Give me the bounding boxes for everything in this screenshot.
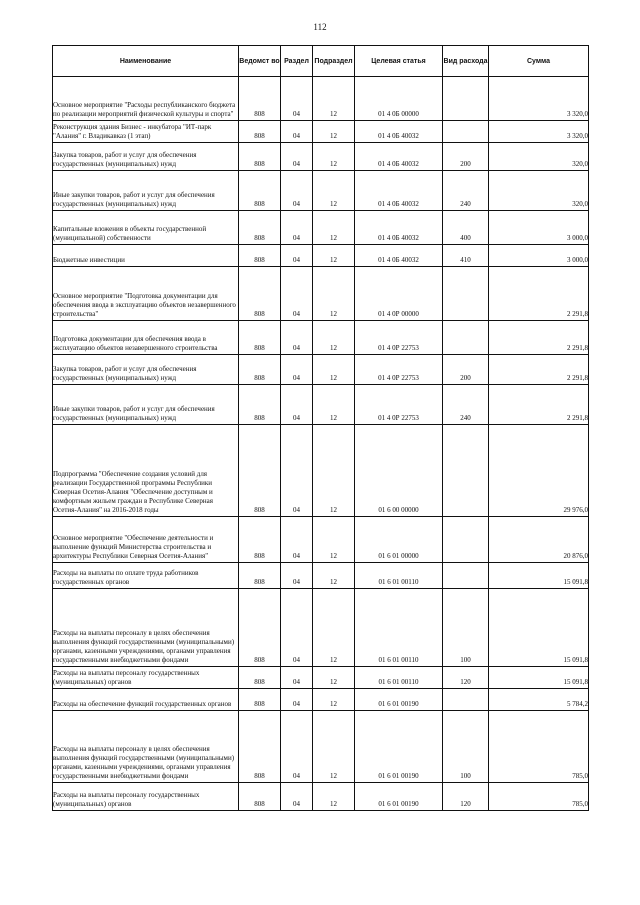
table-row — [53, 121, 589, 143]
cell-vid — [443, 517, 489, 563]
table-row — [53, 385, 589, 425]
cell-name: Реконструкция здания Бизнес - инкубатора "ИТ-парк "Алания" г. Владикавказ (1 этап) — [53, 121, 239, 143]
cell-name: Расходы на выплаты по оплате труда работников государственных органов — [53, 563, 239, 589]
cell-vedomstvo: 808 — [239, 121, 281, 143]
cell-statya: 01 4 0Б 40032 — [355, 245, 443, 267]
cell-podrazdel: 12 — [313, 321, 355, 355]
cell-razdel: 04 — [281, 267, 313, 321]
cell-statya: 01 6 01 00000 — [355, 517, 443, 563]
col-header-podrazdel: Подраздел — [313, 46, 355, 77]
cell-name: Иные закупки товаров, работ и услуг для обеспечения государственных (муниципальных) нужд — [53, 385, 239, 425]
budget-table — [52, 45, 589, 811]
cell-podrazdel: 12 — [313, 77, 355, 121]
table-row — [53, 267, 589, 321]
cell-podrazdel: 12 — [313, 245, 355, 267]
cell-summa: 2 291,8 — [489, 355, 589, 385]
cell-vedomstvo: 808 — [239, 689, 281, 711]
cell-statya: 01 6 01 00190 — [355, 783, 443, 811]
table-row — [53, 589, 589, 667]
cell-summa: 3 320,0 — [489, 77, 589, 121]
cell-razdel: 04 — [281, 321, 313, 355]
cell-name: Расходы на выплаты персоналу государственных (муниципальных) органов — [53, 783, 239, 811]
cell-podrazdel: 12 — [313, 711, 355, 783]
cell-summa: 3 000,0 — [489, 211, 589, 245]
cell-statya: 01 4 0Б 00000 — [355, 77, 443, 121]
cell-summa: 3 000,0 — [489, 245, 589, 267]
cell-podrazdel: 12 — [313, 385, 355, 425]
cell-razdel: 04 — [281, 589, 313, 667]
cell-vid — [443, 689, 489, 711]
cell-podrazdel: 12 — [313, 563, 355, 589]
cell-vid — [443, 321, 489, 355]
cell-summa: 29 976,0 — [489, 425, 589, 517]
cell-vedomstvo: 808 — [239, 385, 281, 425]
cell-summa: 2 291,8 — [489, 267, 589, 321]
cell-name: Закупка товаров, работ и услуг для обеспечения государственных (муниципальных) нужд — [53, 355, 239, 385]
cell-vid — [443, 77, 489, 121]
cell-vedomstvo: 808 — [239, 171, 281, 211]
cell-podrazdel: 12 — [313, 589, 355, 667]
cell-name: Подпрограмма "Обеспечение создания условий для реализации Государственной программы Республики Северная Осетия-Алания "Обеспечение доступным и комфортным жильем граждан в Республике Северная Осетия-Алания" на 2016-2018 годы — [53, 425, 239, 517]
cell-razdel: 04 — [281, 211, 313, 245]
cell-razdel: 04 — [281, 355, 313, 385]
cell-statya: 01 6 00 00000 — [355, 425, 443, 517]
cell-razdel: 04 — [281, 245, 313, 267]
cell-vedomstvo: 808 — [239, 143, 281, 171]
cell-podrazdel: 12 — [313, 121, 355, 143]
cell-statya: 01 4 0Р 22753 — [355, 321, 443, 355]
cell-vedomstvo: 808 — [239, 783, 281, 811]
cell-name: Капитальные вложения в объекты государственной (муниципальной) собственности — [53, 211, 239, 245]
cell-vedomstvo: 808 — [239, 211, 281, 245]
col-header-vedomstvo: Ведомст во — [239, 46, 281, 77]
cell-vid: 100 — [443, 589, 489, 667]
cell-summa: 5 784,2 — [489, 689, 589, 711]
cell-razdel: 04 — [281, 171, 313, 211]
cell-summa: 15 091,8 — [489, 667, 589, 689]
cell-podrazdel: 12 — [313, 171, 355, 211]
table-row — [53, 77, 589, 121]
cell-vedomstvo: 808 — [239, 425, 281, 517]
cell-vid — [443, 121, 489, 143]
cell-razdel: 04 — [281, 385, 313, 425]
cell-razdel: 04 — [281, 783, 313, 811]
table-row — [53, 355, 589, 385]
cell-name: Основное мероприятие "Подготовка документации для обеспечения ввода в эксплуатацию объектов незавершенного строительства" — [53, 267, 239, 321]
cell-razdel: 04 — [281, 143, 313, 171]
cell-summa: 785,0 — [489, 783, 589, 811]
table-body — [53, 77, 589, 811]
cell-name: Закупка товаров, работ и услуг для обеспечения государственных (муниципальных) нужд — [53, 143, 239, 171]
cell-podrazdel: 12 — [313, 425, 355, 517]
cell-vid — [443, 425, 489, 517]
cell-statya: 01 4 0Б 40032 — [355, 211, 443, 245]
cell-vid: 200 — [443, 355, 489, 385]
cell-statya: 01 6 01 00190 — [355, 689, 443, 711]
cell-vedomstvo: 808 — [239, 321, 281, 355]
table-row — [53, 211, 589, 245]
cell-podrazdel: 12 — [313, 143, 355, 171]
cell-vid: 200 — [443, 143, 489, 171]
col-header-vid: Вид расхода — [443, 46, 489, 77]
cell-podrazdel: 12 — [313, 667, 355, 689]
cell-summa: 320,0 — [489, 171, 589, 211]
cell-vedomstvo: 808 — [239, 711, 281, 783]
table-header-row — [53, 46, 589, 77]
cell-statya: 01 4 0Б 40032 — [355, 171, 443, 211]
cell-vedomstvo: 808 — [239, 245, 281, 267]
cell-name: Бюджетные инвестиции — [53, 245, 239, 267]
cell-statya: 01 4 0Р 22753 — [355, 355, 443, 385]
page-number: 112 — [313, 22, 327, 32]
cell-summa: 2 291,8 — [489, 321, 589, 355]
cell-statya: 01 6 01 00110 — [355, 667, 443, 689]
cell-vid: 410 — [443, 245, 489, 267]
cell-name: Подготовка документации для обеспечения ввода в эксплуатацию объектов незавершенного строительства — [53, 321, 239, 355]
cell-razdel: 04 — [281, 711, 313, 783]
table-row — [53, 425, 589, 517]
cell-razdel: 04 — [281, 121, 313, 143]
cell-statya: 01 6 01 00110 — [355, 563, 443, 589]
cell-summa: 320,0 — [489, 143, 589, 171]
cell-name: Расходы на выплаты персоналу государственных (муниципальных) органов — [53, 667, 239, 689]
cell-summa: 20 876,0 — [489, 517, 589, 563]
cell-vedomstvo: 808 — [239, 267, 281, 321]
table-row — [53, 171, 589, 211]
table-row — [53, 711, 589, 783]
cell-podrazdel: 12 — [313, 783, 355, 811]
cell-name: Расходы на обеспечение функций государственных органов — [53, 689, 239, 711]
cell-vedomstvo: 808 — [239, 589, 281, 667]
cell-podrazdel: 12 — [313, 211, 355, 245]
cell-razdel: 04 — [281, 77, 313, 121]
table-row — [53, 517, 589, 563]
cell-statya: 01 4 0Р 00000 — [355, 267, 443, 321]
table-row — [53, 563, 589, 589]
col-header-name: Наименование — [53, 46, 239, 77]
cell-summa: 15 091,8 — [489, 589, 589, 667]
cell-vid: 400 — [443, 211, 489, 245]
cell-statya: 01 4 0Б 40032 — [355, 121, 443, 143]
table-row — [53, 321, 589, 355]
cell-razdel: 04 — [281, 667, 313, 689]
cell-vedomstvo: 808 — [239, 563, 281, 589]
cell-vid: 120 — [443, 667, 489, 689]
col-header-summa: Сумма — [489, 46, 589, 77]
cell-razdel: 04 — [281, 425, 313, 517]
cell-vedomstvo: 808 — [239, 355, 281, 385]
cell-summa: 785,0 — [489, 711, 589, 783]
cell-podrazdel: 12 — [313, 355, 355, 385]
cell-podrazdel: 12 — [313, 689, 355, 711]
cell-name: Расходы на выплаты персоналу в целях обеспечения выполнения функций государственными (муниципальными) органами, казенными учреждениями, органами управления государственными внебюджетными фондами — [53, 589, 239, 667]
table-row — [53, 667, 589, 689]
table-row — [53, 689, 589, 711]
cell-razdel: 04 — [281, 689, 313, 711]
table-row — [53, 783, 589, 811]
cell-name: Иные закупки товаров, работ и услуг для обеспечения государственных (муниципальных) нужд — [53, 171, 239, 211]
cell-summa: 2 291,8 — [489, 385, 589, 425]
cell-statya: 01 6 01 00190 — [355, 711, 443, 783]
cell-vid: 240 — [443, 385, 489, 425]
cell-name: Расходы на выплаты персоналу в целях обеспечения выполнения функций государственными (муниципальными) органами, казенными учреждениями, органами управления государственными внебюджетными фондами — [53, 711, 239, 783]
cell-razdel: 04 — [281, 563, 313, 589]
cell-podrazdel: 12 — [313, 517, 355, 563]
cell-razdel: 04 — [281, 517, 313, 563]
cell-vid — [443, 563, 489, 589]
cell-statya: 01 4 0Р 22753 — [355, 385, 443, 425]
cell-name: Основное мероприятие "Расходы республиканского бюджета по реализации мероприятий физической культуры и спорта" — [53, 77, 239, 121]
cell-vid — [443, 267, 489, 321]
cell-vid: 240 — [443, 171, 489, 211]
cell-vedomstvo: 808 — [239, 517, 281, 563]
table-row — [53, 245, 589, 267]
cell-summa: 3 320,0 — [489, 121, 589, 143]
cell-statya: 01 6 01 00110 — [355, 589, 443, 667]
cell-vedomstvo: 808 — [239, 77, 281, 121]
cell-summa: 15 091,8 — [489, 563, 589, 589]
cell-vid: 100 — [443, 711, 489, 783]
cell-vedomstvo: 808 — [239, 667, 281, 689]
cell-name: Основное мероприятие "Обеспечение деятельности и выполнение функций Министерства строительства и архитектуры Республики Северная Осетия-Алания" — [53, 517, 239, 563]
cell-podrazdel: 12 — [313, 267, 355, 321]
table-row — [53, 143, 589, 171]
cell-statya: 01 4 0Б 40032 — [355, 143, 443, 171]
col-header-razdel: Раздел — [281, 46, 313, 77]
col-header-statya: Целевая статья — [355, 46, 443, 77]
cell-vid: 120 — [443, 783, 489, 811]
